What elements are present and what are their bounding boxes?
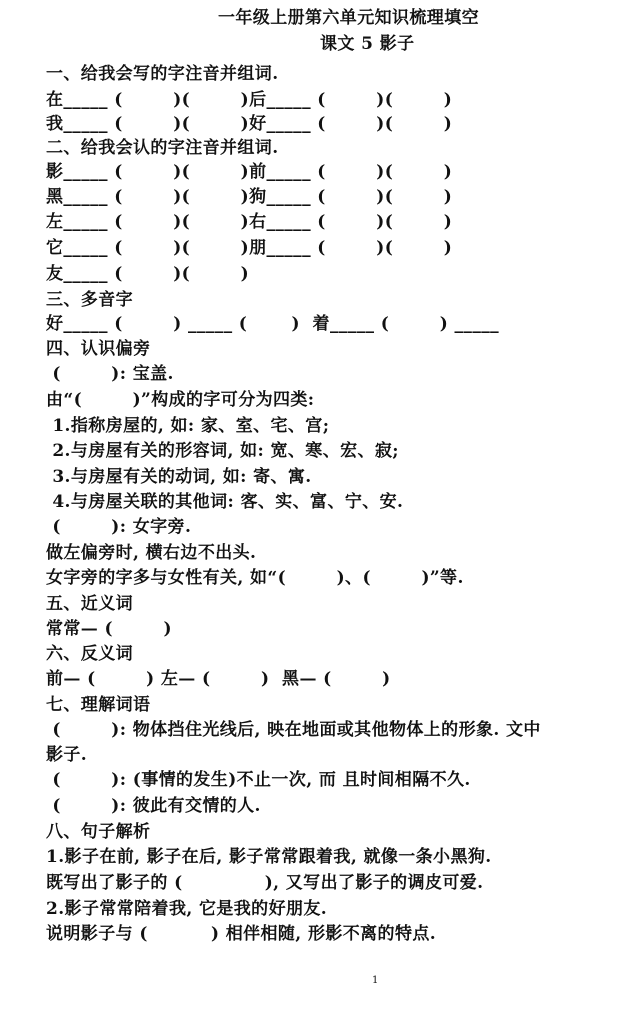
exercise-row: 在_____ ( )( )后_____ ( )( ) — [46, 90, 453, 110]
text-line: 女字旁的字多与女性有关, 如“( )、( )”等. — [46, 568, 464, 588]
text-line: 1.指称房屋的, 如: 家、室、宅、宫; — [46, 416, 330, 436]
section-heading: 三、多音字 — [46, 290, 133, 310]
section-heading: 四、认识偏旁 — [46, 339, 151, 359]
exercise-row: 左_____ ( )( )右_____ ( )( ) — [46, 212, 453, 232]
exercise-row: 友_____ ( )( ) — [46, 264, 250, 284]
text-line: ( ): 物体挡住光线后, 映在地面或其他物体上的形象. 文中 — [46, 720, 541, 740]
section-heading: 八、句子解析 — [46, 822, 151, 842]
text-line: 做左偏旁时, 横右边不出头. — [46, 543, 257, 563]
exercise-row: 它_____ ( )( )朋_____ ( )( ) — [46, 238, 453, 258]
text-line: 常常— ( ) — [46, 619, 172, 639]
exercise-row: 好_____ ( ) _____ ( ) 着_____ ( ) _____ — [46, 314, 500, 334]
text-line: 2.与房屋有关的形容词, 如: 宽、寒、宏、寂; — [46, 441, 399, 461]
page-title: 一年级上册第六单元知识梳理填空 — [218, 8, 479, 28]
section-heading: 一、给我会写的字注音并组词. — [46, 64, 279, 84]
text-line: 由“( )”构成的字可分为四类: — [46, 390, 315, 410]
text-line: 1.影子在前, 影子在后, 影子常常跟着我, 就像一条小黑狗. — [46, 847, 492, 867]
exercise-row: 我_____ ( )( )好_____ ( )( ) — [46, 114, 453, 134]
text-line: 既写出了影子的 ( ), 又写出了影子的调皮可爱. — [46, 873, 484, 893]
text-line: 前— ( ) 左— ( ) 黑— ( ) — [46, 669, 391, 689]
text-line: 说明影子与 ( ) 相伴相随, 形影不离的特点. — [46, 924, 437, 944]
page-number: 1 — [372, 975, 379, 986]
section-heading: 五、近义词 — [46, 594, 133, 614]
text-line: 3.与房屋有关的动词, 如: 寄、寓. — [46, 467, 312, 487]
exercise-row: 影_____ ( )( )前_____ ( )( ) — [46, 162, 453, 182]
section-heading: 六、反义词 — [46, 644, 133, 664]
section-heading: 二、给我会认的字注音并组词. — [46, 138, 279, 158]
text-line: ( ): 彼此有交情的人. — [46, 796, 261, 816]
section-heading: 七、理解词语 — [46, 695, 151, 715]
text-line: 4.与房屋关联的其他词: 客、实、富、宁、安. — [46, 492, 404, 512]
text-line: ( ): 女字旁. — [46, 517, 192, 537]
text-line: 2.影子常常陪着我, 它是我的好朋友. — [46, 899, 328, 919]
text-line: 影子. — [46, 745, 88, 765]
exercise-row: 黑_____ ( )( )狗_____ ( )( ) — [46, 187, 453, 207]
text-line: ( ): (事情的发生)不止一次, 而 且时间相隔不久. — [46, 770, 471, 790]
text-line: ( ): 宝盖. — [46, 364, 174, 384]
lesson-subtitle: 课文 5 影子 — [320, 34, 415, 54]
